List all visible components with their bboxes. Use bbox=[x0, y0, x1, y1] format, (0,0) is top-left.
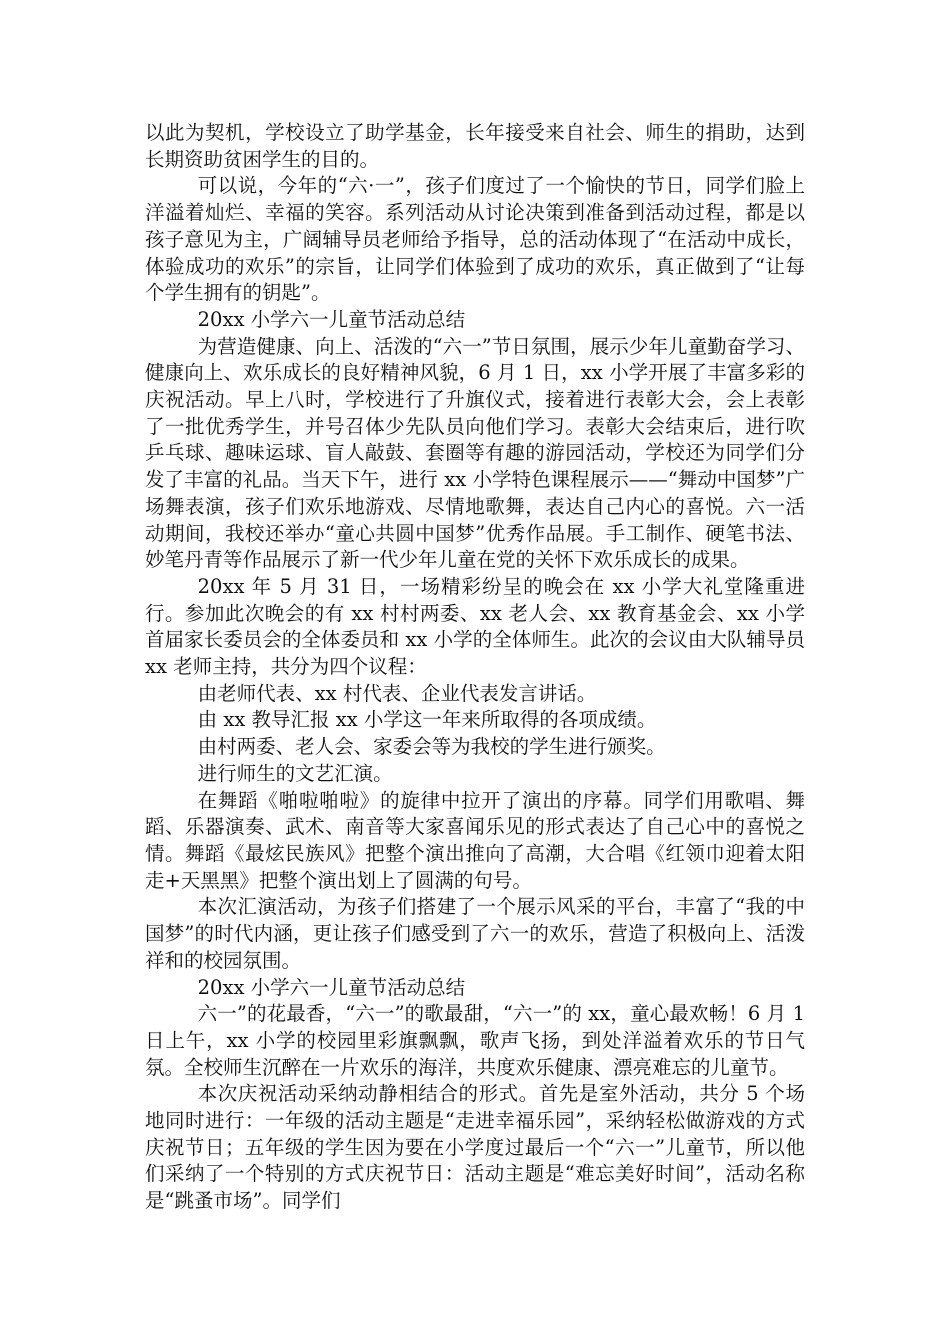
paragraph-8: 本次庆祝活动采纳动静相结合的形式。首先是室外活动，共分 5 个场地同时进行：一年级的活动主题是“走进幸福乐园”，采纳轻松做游戏的方式庆祝节日；五年级的学生因为要在小学度过最后一个“六一”儿童节，所以他们采纳了一个特别的方式庆祝节日：活动主题是“难忘美好时间”，活动名称是“跳蚤市场”。同学们 bbox=[145, 1082, 805, 1213]
paragraph-7: 六一”的花最香，“六一”的歌最甜，“六一”的 xx，童心最欢畅！6 月 1 日上午，xx 小学的校园里彩旗飘飘，歌声飞扬，到处洋溢着欢乐的节日气氛。全校师生沉醉在一片欢乐的海洋，共度欢乐健康、漂亮难忘的儿童节。 bbox=[145, 1002, 805, 1079]
document-page bbox=[145, 120, 805, 1215]
agenda-item-2: 由 xx 教导汇报 xx 小学这一年来所取得的各项成绩。 bbox=[197, 708, 657, 732]
paragraph-6: 本次汇演活动，为孩子们搭建了一个展示风采的平台，丰富了“我的中国梦”的时代内涵，更让孩子们感受到了六一的欢乐，营造了积极向上、活泼祥和的校园氛围。 bbox=[145, 895, 805, 972]
paragraph-2: 可以说，今年的“六·一”，孩子们度过了一个愉快的节日，同学们脸上洋溢着灿烂、幸福的笑容。系列活动从讨论决策到准备到活动过程，都是以孩子意见为主，广阔辅导员老师给予指导，总的活动体现了“在活动中成长，体验成功的欢乐”的宗旨，让同学们体验到了成功的欢乐，真正做到了“让每个学生拥有的钥匙”。 bbox=[145, 174, 805, 305]
agenda-item-4: 进行师生的文艺汇演。 bbox=[197, 761, 393, 785]
paragraph-5: 在舞蹈《啪啦啪啦》的旋律中拉开了演出的序幕。同学们用歌唱、舞蹈、乐器演奏、武术、南音等大家喜闻乐见的形式表达了自己心中的喜悦之情。舞蹈《最炫民族风》把整个演出推向了高潮，大合唱《红领巾迎着太阳走+天黑黑》把整个演出划上了圆满的句号。 bbox=[145, 788, 805, 892]
agenda-item-1: 由老师代表、xx 村代表、企业代表发言讲话。 bbox=[197, 681, 597, 705]
paragraph-4: 20xx 年 5 月 31 日，一场精彩纷呈的晚会在 xx 小学大礼堂隆重进行。参加此次晚会的有 xx 村村两委、xx 老人会、xx 教育基金会、xx 小学首届家长委员会的全体委员和 xx 小学的全体师生。此次的会议由大队辅导员 xx 老师主持，共分为四个议程： bbox=[145, 574, 805, 679]
agenda-item-3: 由村两委、老人会、家委会等为我校的学生进行颁奖。 bbox=[197, 735, 666, 759]
section-title-2: 20xx 小学六一儿童节活动总结 bbox=[197, 975, 466, 999]
paragraph-1: 以此为契机，学校设立了助学基金，长年接受来自社会、师生的捐助，达到长期资助贫困学生的目的。 bbox=[145, 121, 805, 171]
paragraph-3: 为营造健康、向上、活泼的“六一”节日氛围，展示少年儿童勤奋学习、健康向上、欢乐成长的良好精神风貌，6 月 1 日，xx 小学开展了丰富多彩的庆祝活动。早上八时，学校进行了升旗仪式，接着进行表彰大会，会上表彰了一批优秀学生，并号召体少先队员向他们学习。表彰大会结束后，进行吹乒乓球、趣味运球、盲人敲鼓、套圈等有趣的游园活动，学校还为同学们分发了丰富的礼品。当天下午，进行 xx 小学特色课程展示——“舞动中国梦”广场舞表演，孩子们欢乐地游戏、尽情地歌舞，表达自己内心的喜悦。六一活动期间，我校还举办“童心共圆中国梦”优秀作品展。手工制作、硬笔书法、妙笔丹青等作品展示了新一代少年儿童在党的关怀下欢乐成长的成果。 bbox=[145, 334, 805, 572]
section-title-1: 20xx 小学六一儿童节活动总结 bbox=[197, 307, 466, 331]
